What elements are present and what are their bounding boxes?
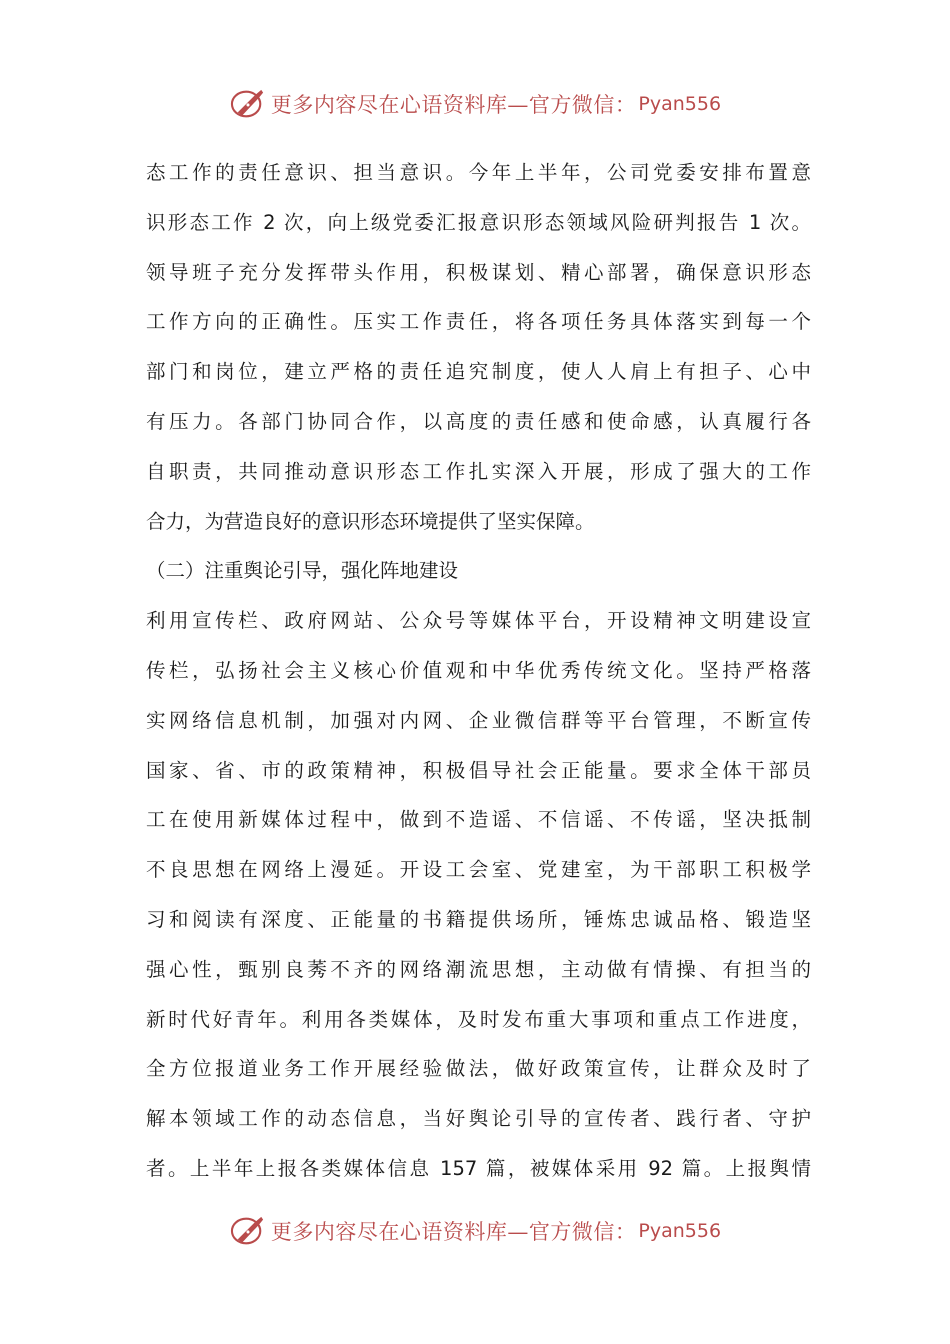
paragraph-line: 态工作的责任意识、担当意识。今年上半年，公司党委安排布置意 — [146, 161, 811, 184]
paragraph-line: 工作方向的正确性。压实工作责任，将各项任务具体落实到每一个 — [146, 310, 811, 334]
document-body — [146, 148, 811, 1194]
paragraph-line: 者。上半年上报各类媒体信息 157 篇，被媒体采用 92 篇。上报舆情 — [146, 1156, 811, 1180]
paragraph-line: 部门和岗位，建立严格的责任追究制度，使人人肩上有担子、心中 — [146, 360, 811, 384]
paragraph-line: 工在使用新媒体过程中，做到不造谣、不信谣、不传谣，坚决抵制 — [146, 808, 811, 832]
paragraph-line: 自职责，共同推动意识形态工作扎实深入开展，形成了强大的工作 — [146, 459, 811, 483]
paragraph-line: 新时代好青年。利用各类媒体，及时发布重大事项和重点工作进度， — [146, 1007, 811, 1031]
paragraph-line: 不良思想在网络上漫延。开设工会室、党建室，为干部职工积极学 — [146, 858, 811, 882]
banner-text: 更多内容尽在心语资料库—官方微信： — [270, 93, 637, 117]
banner-wechat-id: Pyan556 — [638, 93, 722, 115]
header-watermark-banner — [0, 84, 950, 124]
paragraph-line: 解本领域工作的动态信息，当好舆论引导的宣传者、践行者、守护 — [146, 1107, 811, 1131]
paragraph-line: 强心性，甄别良莠不齐的网络潮流思想，主动做有情操、有担当的 — [146, 957, 811, 981]
banner-text: 更多内容尽在心语资料库—官方微信： — [270, 1220, 637, 1244]
paragraph-line: 习和阅读有深度、正能量的书籍提供场所，锤炼忠诚品格、锻造坚 — [146, 907, 811, 931]
banner-wechat-id: Pyan556 — [638, 1220, 722, 1242]
paragraph-line: 识形态工作 2 次，向上级党委汇报意识形态领域风险研判报告 1 次。 — [146, 210, 811, 234]
paragraph-line: 国家、省、市的政策精神，积极倡导社会正能量。要求全体干部员 — [146, 758, 811, 782]
paragraph-line: 有压力。各部门协同合作，以高度的责任感和使命感，认真履行各 — [146, 409, 811, 433]
paragraph-line: 全方位报道业务工作开展经验做法，做好政策宣传，让群众及时了 — [146, 1057, 811, 1081]
paragraph-line: 利用宣传栏、政府网站、公众号等媒体平台，开设精神文明建设宣 — [146, 609, 811, 633]
pen-nib-logo-icon — [229, 87, 267, 121]
paragraph-line: 领导班子充分发挥带头作用，积极谋划、精心部署，确保意识形态 — [146, 260, 811, 284]
footer-watermark-banner — [0, 1211, 950, 1251]
pen-nib-logo-icon — [229, 1214, 267, 1248]
section-heading: （二）注重舆论引导，强化阵地建设 — [146, 559, 459, 583]
paragraph-line: 合力，为营造良好的意识形态环境提供了坚实保障。 — [146, 509, 595, 533]
paragraph-line: 传栏，弘扬社会主义核心价值观和中华优秀传统文化。坚持严格落 — [146, 658, 811, 682]
paragraph-line: 实网络信息机制，加强对内网、企业微信群等平台管理，不断宣传 — [146, 708, 811, 732]
